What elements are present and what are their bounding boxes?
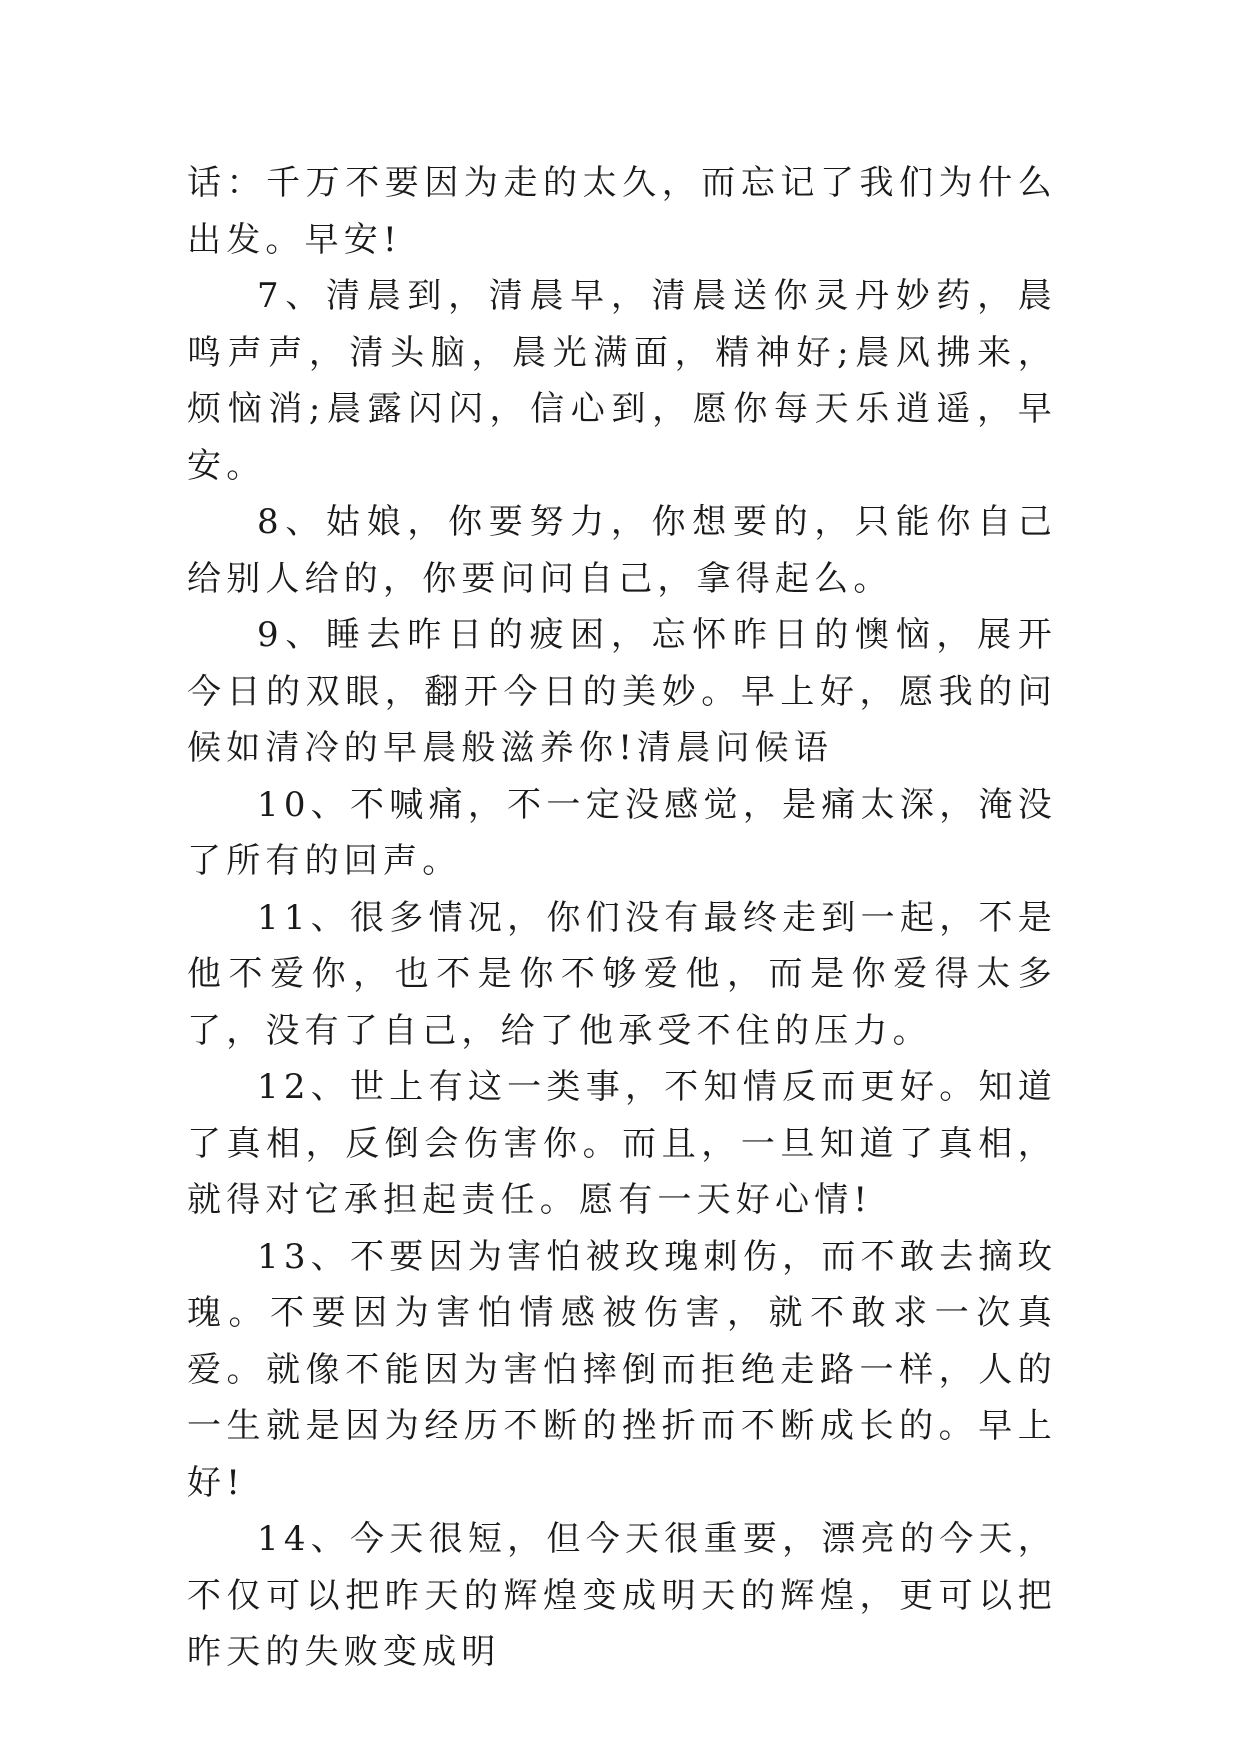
paragraph-item-11: 11、很多情况，你们没有最终走到一起，不是他不爱你，也不是你不够爱他，而是你爱得太多了，没有了自己，给了他承受不住的压力。 bbox=[187, 897, 1057, 1051]
document-body bbox=[187, 155, 1057, 1681]
paragraph-continuation: 话：千万不要因为走的太久，而忘记了我们为什么出发。早安! bbox=[187, 163, 1057, 260]
paragraph-item-7: 7、清晨到，清晨早，清晨送你灵丹妙药，晨鸣声声，清头脑，晨光满面，精神好;晨风拂来，烦恼消;晨露闪闪，信心到，愿你每天乐逍遥，早安。 bbox=[187, 276, 1057, 486]
paragraph-item-9: 9、睡去昨日的疲困，忘怀昨日的懊恼，展开今日的双眼，翻开今日的美妙。早上好，愿我的问候如清冷的早晨般滋养你!清晨问候语 bbox=[187, 615, 1057, 768]
paragraph-item-10: 10、不喊痛，不一定没感觉，是痛太深，淹没了所有的回声。 bbox=[187, 784, 1057, 881]
paragraph-item-13: 13、不要因为害怕被玫瑰刺伤，而不敢去摘玫瑰。不要因为害怕情感被伤害，就不敢求一次真爱。就像不能因为害怕摔倒而拒绝走路一样，人的一生就是因为经历不断的挫折而不断成长的。早上好! bbox=[187, 1236, 1057, 1503]
paragraph-item-12: 12、世上有这一类事，不知情反而更好。知道了真相，反倒会伤害你。而且，一旦知道了真相，就得对它承担起责任。愿有一天好心情! bbox=[187, 1067, 1057, 1220]
paragraph-item-8: 8、姑娘，你要努力，你想要的，只能你自己给别人给的，你要问问自己，拿得起么。 bbox=[187, 502, 1057, 599]
paragraph-item-14: 14、今天很短，但今天很重要，漂亮的今天，不仅可以把昨天的辉煌变成明天的辉煌，更可以把昨天的失败变成明 bbox=[187, 1519, 1057, 1672]
